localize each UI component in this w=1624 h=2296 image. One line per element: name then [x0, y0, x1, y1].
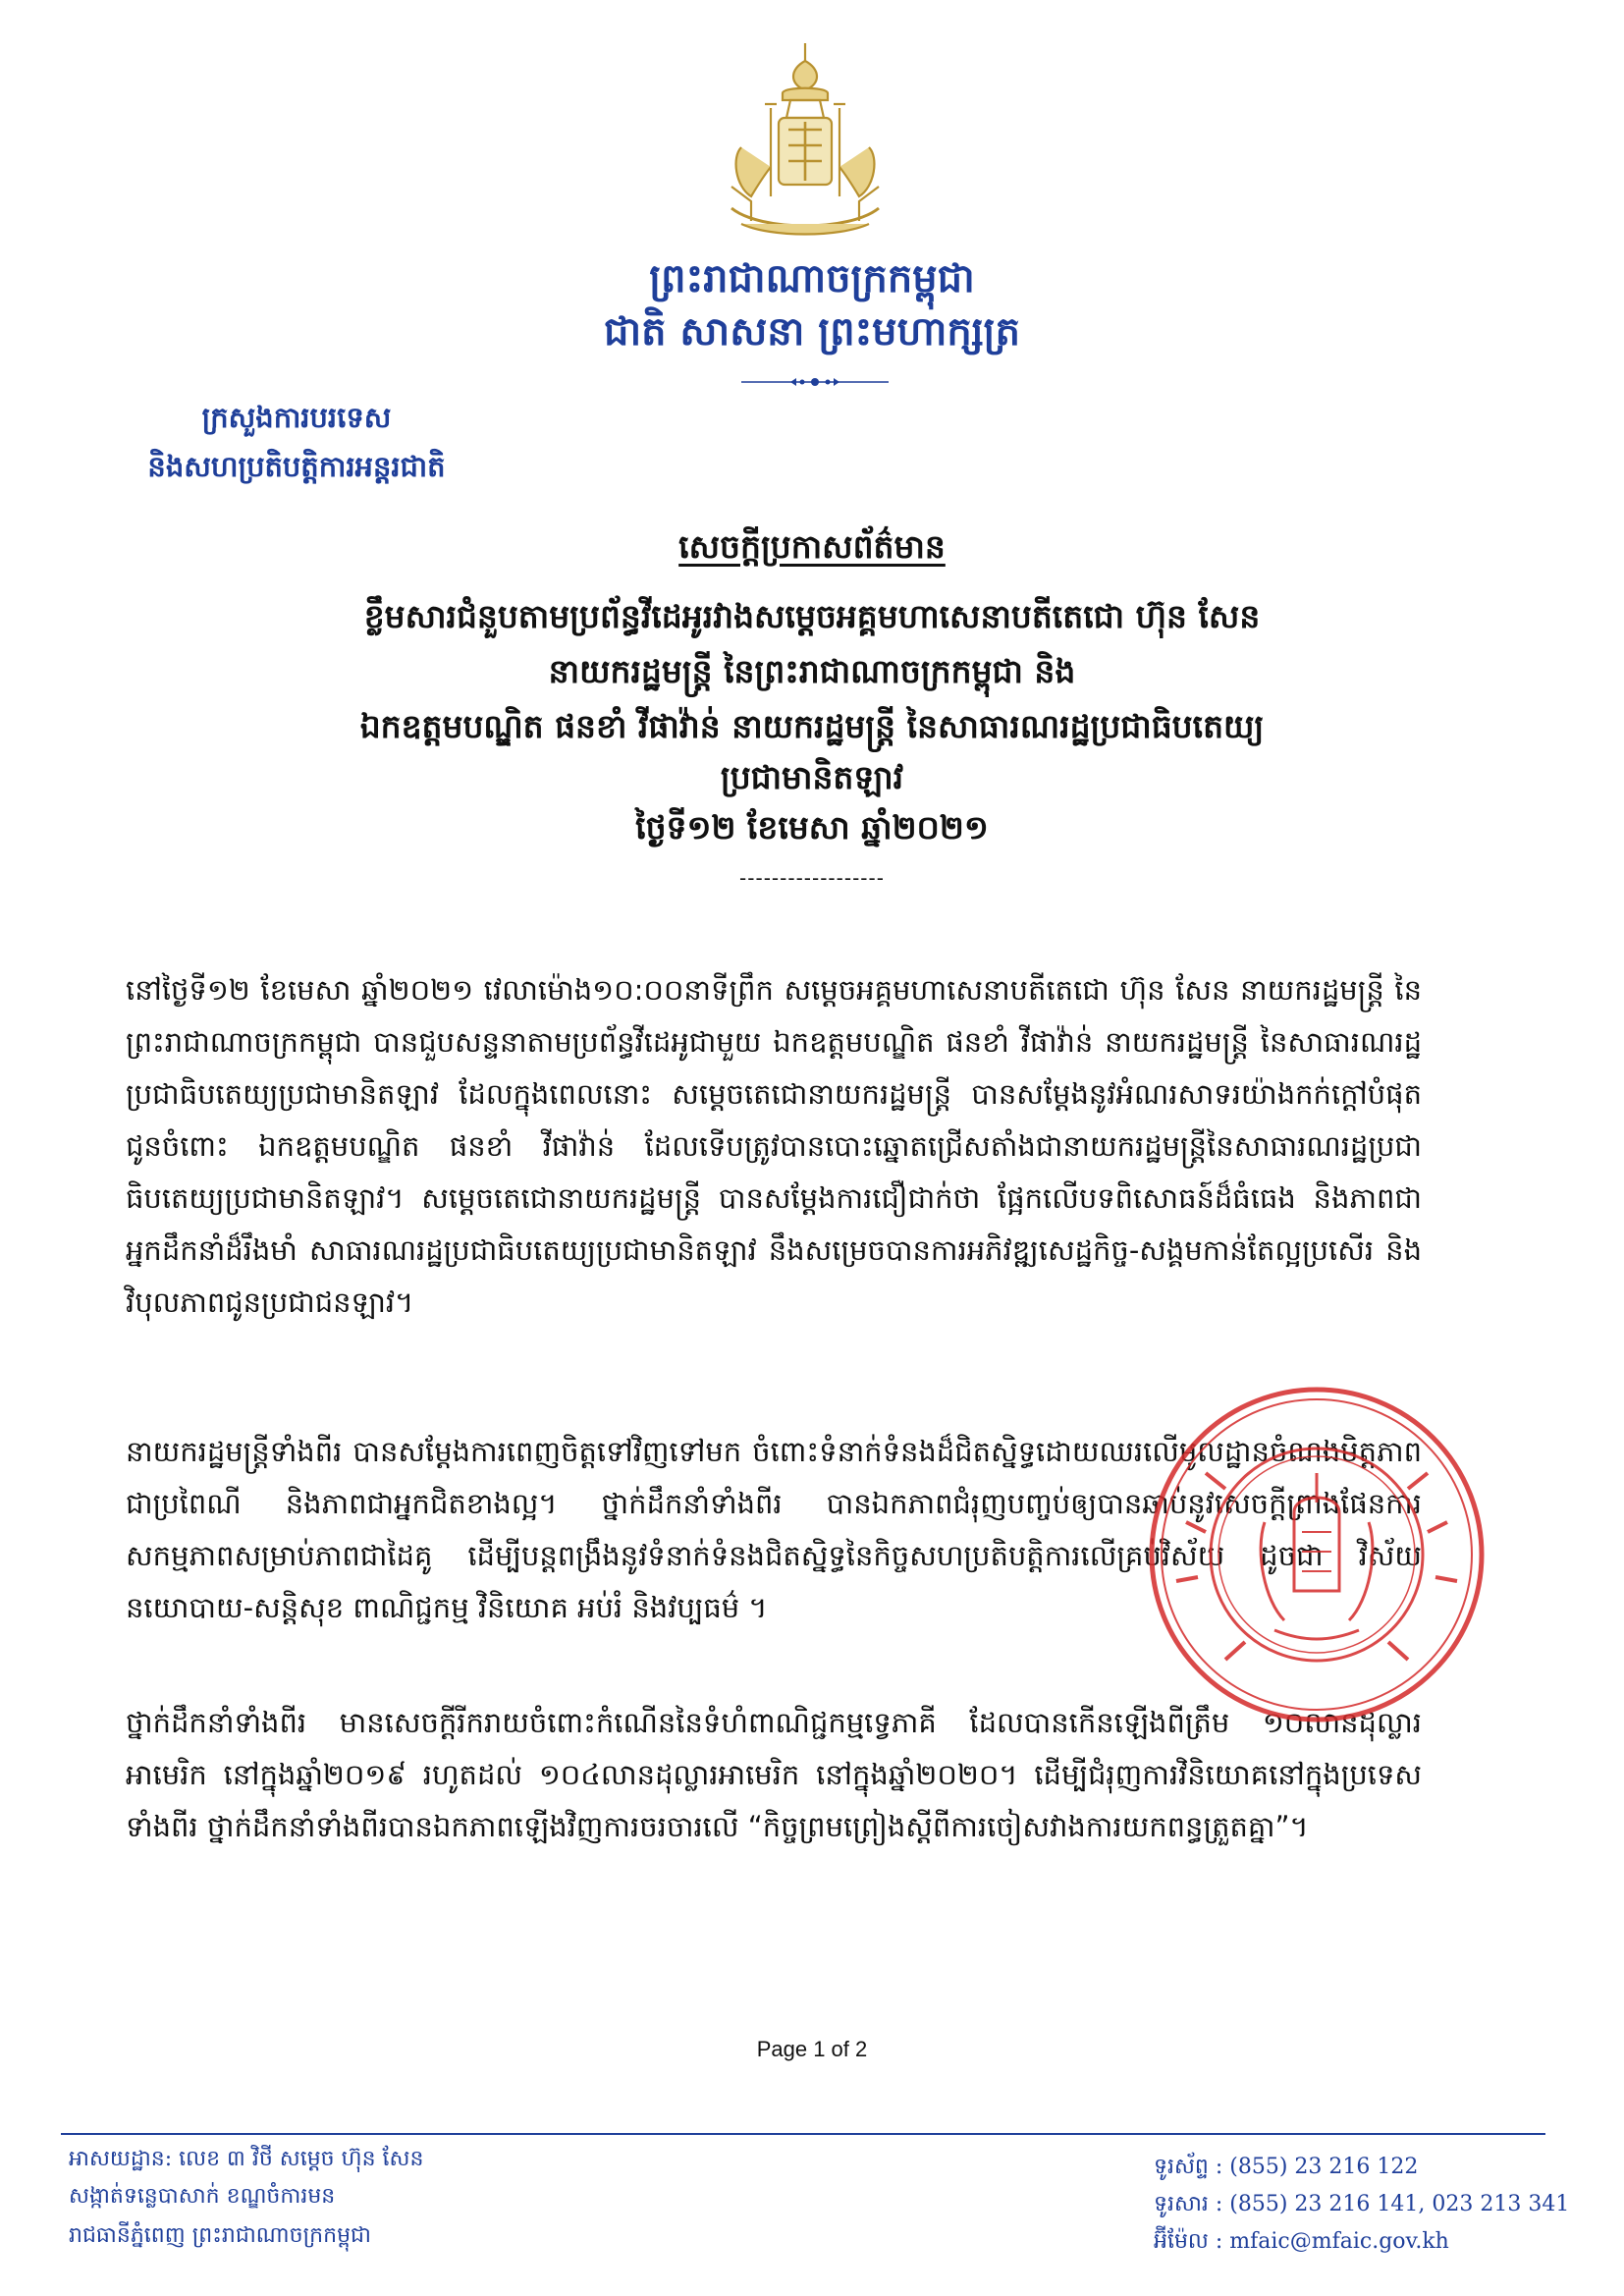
address-line: សង្កាត់ទន្លេបាសាក់ ខណ្ឌចំការមន: [69, 2184, 336, 2209]
title-divider: ------------------: [739, 866, 885, 890]
document-date: ថ្ងៃទី១២ ខែមេសា ឆ្នាំ២០២១: [635, 808, 989, 847]
email-address[interactable]: អ៊ីម៉ែល : mfaic@mfaic.gov.kh: [1154, 2229, 1449, 2254]
royal-coat-of-arms-icon: [722, 39, 889, 241]
body-paragraph: ថ្នាក់ដឹកនាំទាំងពីរ មានសេចក្តីរីករាយចំពោះកំណើននៃទំហំពាណិជ្ជកម្មទ្វេភាគី ដែលបានកើនឡើងពីត្រឹម ១០លានដុល្លារអាមេរិក នៅក្នុងឆ្នាំ២០១៩ រហូតដល់ ១០៤លានដុល្លារអាមេរិក នៅក្នុងឆ្នាំ២០២០។ ដើម្បីជំរុញការវិនិយោគនៅក្នុងប្រទេសទាំងពីរ ថ្នាក់ដឹកនាំទាំងពីរបានឯកភាពឡើងវិញការចរចារលើ “កិច្ចព្រមព្រៀងស្តីពីការចៀសវាងការយកពន្ធត្រួតគ្នា”។: [126, 1706, 1422, 1843]
page-number: Page 1 of 2: [756, 2037, 868, 2061]
kingdom-name: ព្រះរាជាណាចក្រកម្ពុជា: [649, 255, 975, 301]
body-paragraph: នៅថ្ងៃទី១២ ខែមេសា ឆ្នាំ២០២១ វេលាម៉ោង១០:០០នាទីព្រឹក សម្តេចអគ្គមហាសេនាបតីតេជោ ហ៊ុន សែន នាយករដ្ឋមន្ត្រី នៃព្រះរាជាណាចក្រកម្ពុជា បានជួបសន្ទនាតាមប្រព័ន្ធវីដេអូជាមួយ ឯកឧត្តមបណ្ឌិត ផនខាំ វីផាវ៉ាន់ នាយករដ្ឋមន្ត្រី នៃសាធារណរដ្ឋប្រជាធិបតេយ្យប្រជាមានិតឡាវ ដែលក្នុងពេលនោះ សម្តេចតេជោនាយករដ្ឋមន្ត្រី បានសម្តែងនូវអំណរសាទរយ៉ាងកក់ក្តៅបំផុត ជូនចំពោះ ឯកឧត្តមបណ្ឌិត ផនខាំ វីផាវ៉ាន់ ដែលទើបត្រូវបានបោះឆ្នោតជ្រើសតាំងជានាយករដ្ឋមន្ត្រីនៃសាធារណរដ្ឋប្រជាធិបតេយ្យប្រជាមានិតឡាវ។ សម្តេចតេជោនាយករដ្ឋមន្ត្រី បានសម្តែងការជឿជាក់ថា ផ្អែកលើបទពិសោធន៍ដ៏ធំធេង និងភាពជាអ្នកដឹកនាំដ៏រឹងមាំ សាធារណរដ្ឋប្រជាធិបតេយ្យប្រជាមានិតឡាវ នឹងសម្រេចបានការអភិវឌ្ឍសេដ្ឋកិច្ច-សង្គមកាន់តែល្អប្រសើរ និងវិបុលភាពជូនប្រជាជនឡាវ។: [126, 973, 1422, 1319]
document-type: សេចក្តីប្រកាសព័ត៌មាន: [678, 527, 946, 566]
title-line: ប្រជាមានិតឡាវ: [720, 758, 904, 796]
fax-number: ទូរសារ : (855) 23 216 141, 023 213 341: [1154, 2192, 1570, 2216]
ornament-divider-icon: [741, 375, 889, 389]
body-paragraph: នាយករដ្ឋមន្ត្រីទាំងពីរ បានសម្តែងការពេញចិត្តទៅវិញទៅមក ចំពោះទំនាក់ទំនងដ៏ជិតស្និទ្ធដោយឈរលើមូលដ្ឋានចំណងមិត្តភាពជាប្រពៃណី និងភាពជាអ្នកជិតខាងល្អ។ ថ្នាក់ដឹកនាំទាំងពីរ បានឯកភាពជំរុញបញ្ចប់ឲ្យបានឆាប់នូវសេចក្តីព្រាងផែនការសកម្មភាពសម្រាប់ភាពជាដៃគូ ដើម្បីបន្តពង្រឹងនូវទំនាក់ទំនងជិតស្និទ្ធនៃកិច្ចសហប្រតិបត្តិការលើគ្រប់វិស័យ ដូចជា វិស័យនយោបាយ-សន្តិសុខ ពាណិជ្ជកម្ម វិនិយោគ អប់រំ និងវប្បធម៌ ។: [126, 1435, 1422, 1624]
ministry-seal-stamp-icon: [1147, 1385, 1487, 1724]
address-line: អាសយដ្ឋាន: លេខ ៣ វិថី សម្តេច ហ៊ុន សែន: [69, 2147, 424, 2171]
ministry-name-line1: ក្រសួងការបរទេស: [201, 401, 392, 434]
title-line: ខ្លឹមសារជំនួបតាមប្រព័ន្ធវីដេអូរវាងសម្តេចអគ្គមហាសេនាបតីតេជោ ហ៊ុន សែន: [363, 597, 1261, 635]
national-motto: ជាតិ សាសនា ព្រះមហាក្សត្រ: [604, 308, 1020, 355]
title-line: ឯកឧត្តមបណ្ឌិត ផនខាំ វីផាវ៉ាន់ នាយករដ្ឋមន្ត្រី នៃសាធារណរដ្ឋប្រជាធិបតេយ្យ: [359, 707, 1265, 745]
phone-number: ទូរស័ព្ទ : (855) 23 216 122: [1154, 2155, 1419, 2179]
title-line: នាយករដ្ឋមន្ត្រី នៃព្រះរាជាណាចក្រកម្ពុជា និង: [548, 652, 1076, 690]
address-line: រាជធានីភ្នំពេញ ព្រះរាជាណាចក្រកម្ពុជា: [69, 2223, 371, 2248]
footer-divider: [61, 2133, 1545, 2135]
ministry-name-line2: និងសហប្រតិបត្តិការអន្តរជាតិ: [147, 450, 446, 483]
